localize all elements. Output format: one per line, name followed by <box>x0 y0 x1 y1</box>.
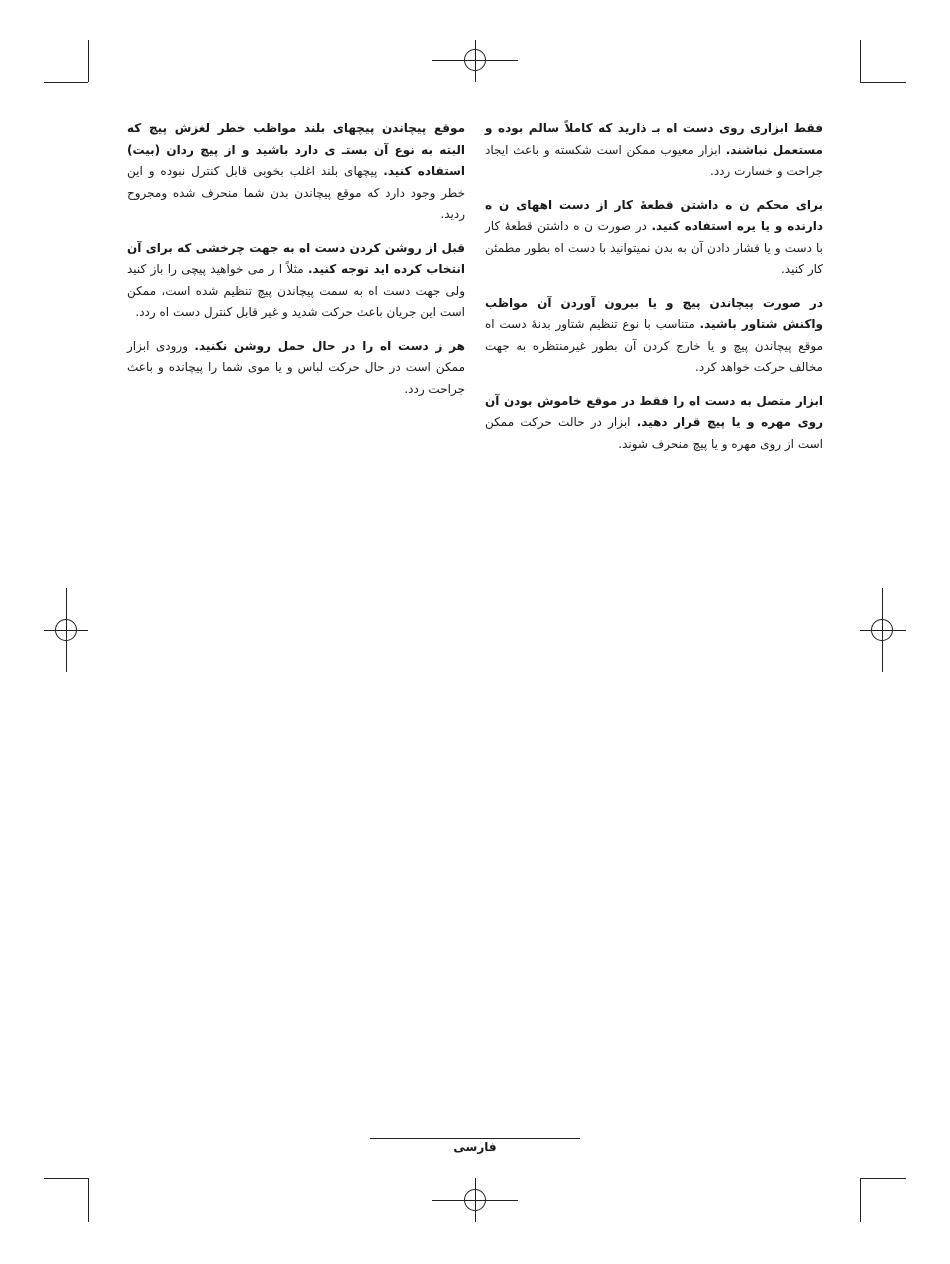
text-column-right <box>485 118 823 467</box>
paragraph <box>127 238 465 324</box>
paragraph-body: متناسب با نوع تنظیم شتاور بدنهٔ دست اه موقع پیچاندن پیچ و یا خارج کردن آن بطور غیرمنتظره به جهت مخالف حرکت خواهد کرد. <box>485 317 823 374</box>
registration-circle <box>55 619 77 641</box>
paragraph-lead: در صورت پیچاندن پیچ و یا بیرون آوردن آن مواظب واکنش شتاور باشید. <box>485 295 823 331</box>
footer-language-label: فارسی <box>453 1140 497 1154</box>
crop-mark <box>860 40 861 82</box>
paragraph <box>485 391 823 456</box>
paragraph <box>485 118 823 183</box>
paragraph-lead: ابزار متصل به دست اه را فقط در موقع خاموش بودن آن روی مهره و یا پیچ قرار دهید. <box>485 393 823 429</box>
paragraph-lead: فقط ابزاری روی دست اه بـ ذارید که کاملاً سالم بوده و مستعمل نباشند. <box>485 121 823 157</box>
paragraph-body: مثلاً ا ر می خواهید پیچی را باز کنید ولی جهت دست اه به سمت پیچاندن پیچ تنظیم شده است، ممکن است این جریان باعث حرکت شدید و غیر قابل کنترل دست اه ردد. <box>127 262 465 319</box>
text-column-left <box>127 118 465 412</box>
registration-circle <box>871 619 893 641</box>
paragraph-body: در صورت ن ه داشتن قطعهٔ کار با دست و یا فشار دادن آن به بدن نمیتوانید با دست اه بطور مطمئن کار کنید. <box>485 219 823 276</box>
crop-mark <box>860 1178 861 1222</box>
paragraph-lead: برای محکم ن ه داشتن قطعهٔ کار از دست اههای ن ه دارنده و یا یره استفاده کنید. <box>485 197 824 233</box>
paragraph <box>127 336 465 401</box>
paragraph <box>485 293 823 379</box>
paragraph-body: ابزار در حالت حرکت ممکن است از روی مهره و یا پیچ منحرف شوند. <box>485 415 823 451</box>
footer-rule <box>370 1138 580 1139</box>
paragraph-lead: موقع پیچاندن پیچهای بلند مواظب خطر لغزش پیچ که البته به نوع آن بستـ ی دارد باشید و از پیچ ردان (بیت) استفاده کنید. <box>127 121 466 178</box>
crop-mark <box>860 1178 906 1179</box>
paragraph-body: ورودی ابزار ممکن است در حال حرکت لباس و یا موی شما را پیچانده و باعث جراحت ردد. <box>127 338 465 396</box>
crop-mark <box>88 40 89 82</box>
crop-mark <box>44 82 88 83</box>
paragraph <box>485 195 823 281</box>
registration-circle <box>464 1189 486 1211</box>
paragraph-body: ابزار معیوب ممکن است شکسته و باعث ایجاد جراحت و خسارت ردد. <box>485 142 823 178</box>
paragraph <box>127 118 465 226</box>
crop-mark <box>44 1178 88 1179</box>
paragraph-body: پیچهای بلند اغلب بخوبی قابل کنترل نبوده و این خطر وجود دارد که موقع پیچاندن بدن شما منحرف شده ومجروح ردید. <box>127 164 465 221</box>
registration-circle <box>464 49 486 71</box>
paragraph-lead: هر ز دست اه را در حال حمل روشن نکنید. <box>194 338 465 353</box>
paragraph-lead: قبل از روشن کردن دست اه به جهت چرخشی که برای آن انتخاب کرده اید توجه کنید. <box>127 240 465 276</box>
crop-mark <box>88 1178 89 1222</box>
crop-mark <box>860 82 906 83</box>
